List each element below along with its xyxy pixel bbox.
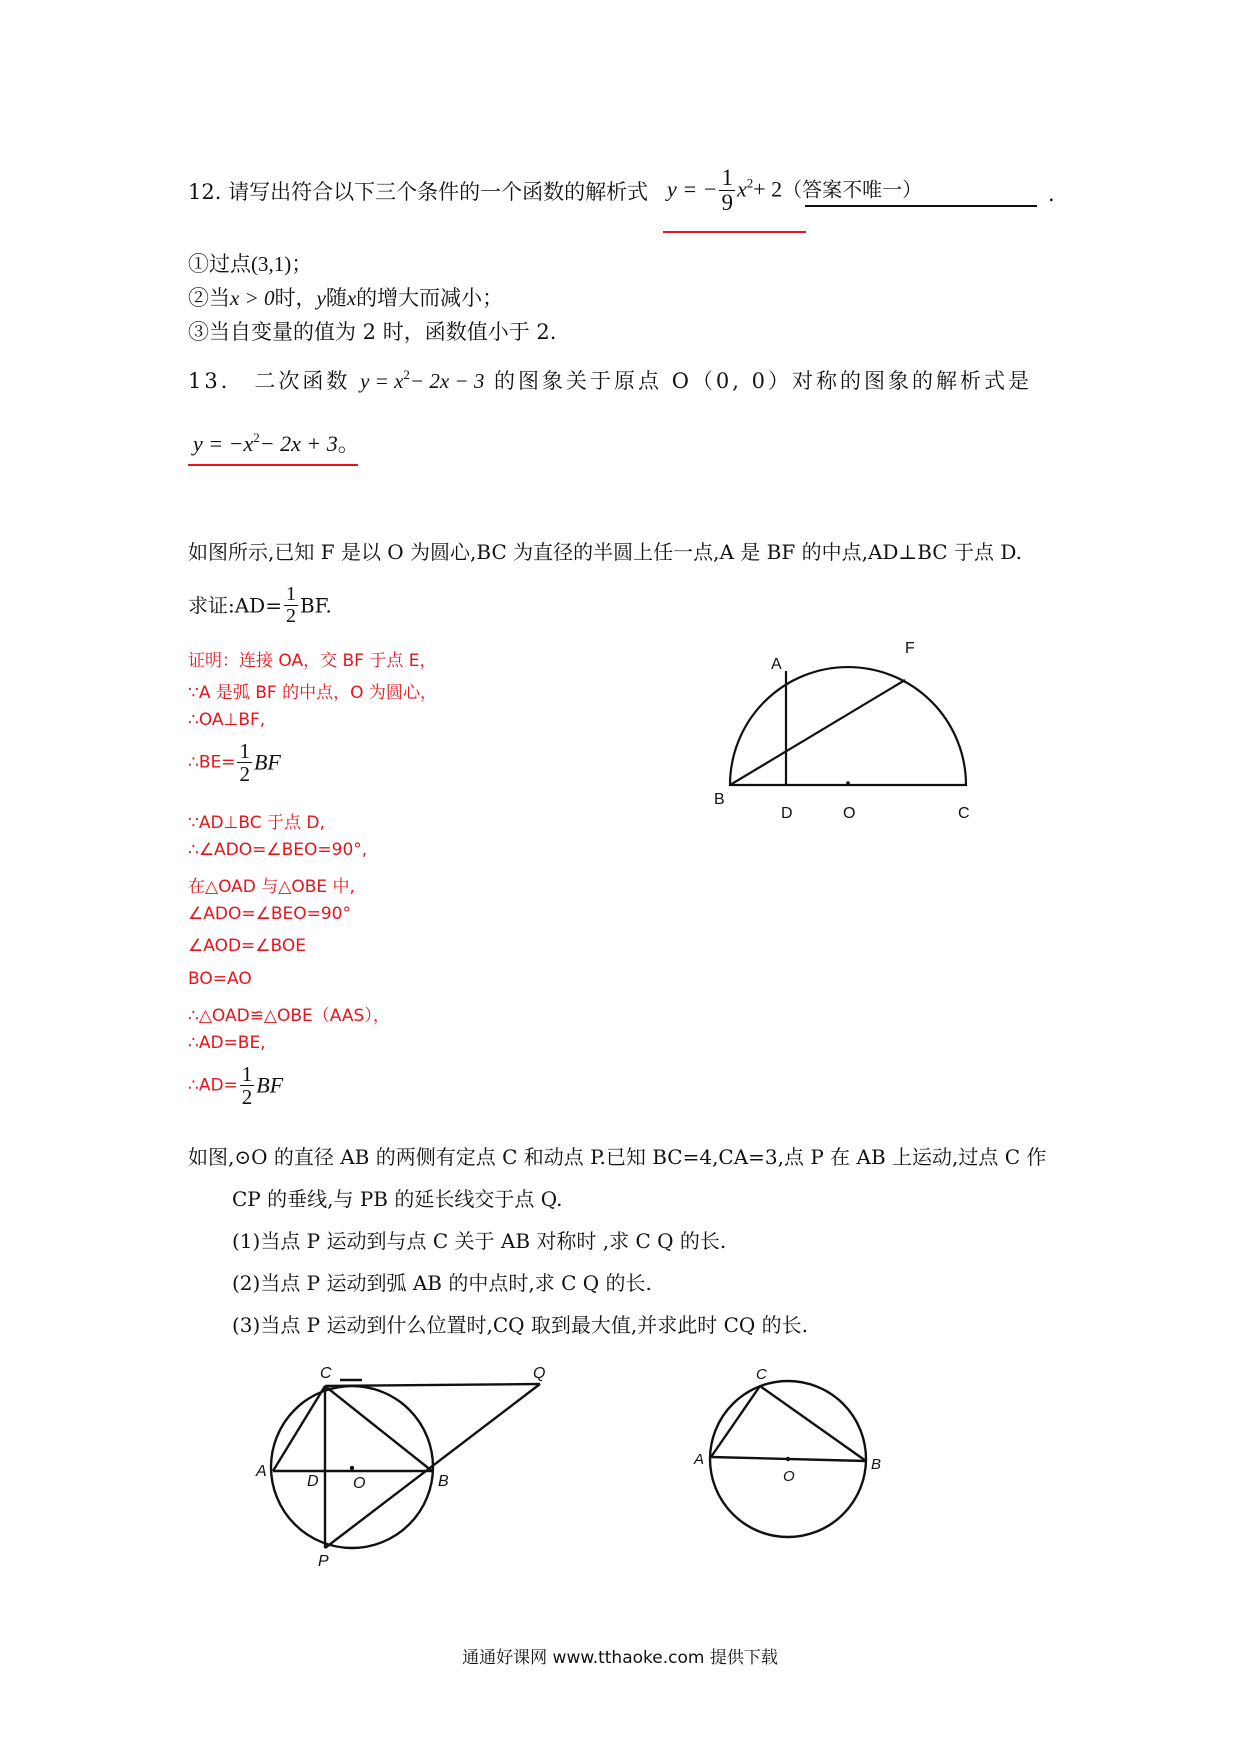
q12-answer-note: （答案不唯一） [782, 177, 923, 202]
proof-line-8: ∠AOD=∠BOE [188, 936, 307, 956]
q12-line [188, 180, 648, 205]
cond2-math2: y [316, 286, 326, 310]
label-a: A [771, 656, 782, 673]
q14-prove-pre: 求证:AD= [188, 593, 282, 618]
fig1-label-q: Q [533, 1365, 546, 1382]
q12-frac-num: 1 [721, 165, 733, 190]
q15-figure-2 [690, 1360, 900, 1540]
q14-prove-fraction [284, 584, 298, 627]
proof-line-5: ∴∠ADO=∠BEO=90°, [188, 840, 368, 860]
proof-line-3: ∴OA⊥BF, [188, 710, 266, 730]
fig2-label-o: O [783, 1468, 795, 1485]
q12-condition-2 [188, 286, 503, 311]
proof-be-num: 1 [239, 739, 250, 763]
fig1-label-c: C [320, 1365, 332, 1382]
q14-prove-post: BF. [299, 593, 332, 618]
label-d: D [781, 805, 793, 820]
q12-condition-3: ③当自变量的值为 2 时，函数值小于 2. [188, 320, 557, 344]
label-c: C [958, 805, 970, 820]
q12-answer-x: x [736, 176, 747, 202]
q13-red-underline [188, 464, 358, 466]
proof-line-7: ∠ADO=∠BEO=90° [188, 904, 351, 924]
fig1-segment-cb [325, 1386, 432, 1471]
label-o: O [843, 805, 856, 820]
page-footer: 通通好课网 www.tthaoke.com 提供下载 [462, 1648, 778, 1668]
q13-answer [193, 431, 360, 458]
proof-line-2: ∵A 是弧 BF 的中点，O 为圆心， [188, 683, 437, 703]
q12-answer-tail: + 2 [753, 176, 783, 202]
fig2-segment-cb [760, 1386, 866, 1461]
q12-answer-fraction [719, 166, 735, 215]
q15-line2: CP 的垂线,与 PB 的延长线交于点 Q. [232, 1187, 563, 1211]
cond1-post: ； [291, 252, 313, 276]
proof-be-pre: ∴BE= [188, 752, 236, 773]
q15-part-1: (1)当点 P 运动到与点 C 关于 AB 对称时 ,求 C Q 的长. [232, 1229, 727, 1253]
fig2-label-c: C [756, 1366, 767, 1383]
fig1-segment-pq [325, 1384, 540, 1548]
q13-answer-tail: − 2x + 3 [259, 431, 338, 456]
proof-line-9: BO=AO [188, 969, 252, 989]
cond1-math: (3,1) [251, 252, 292, 276]
q15-part-3: (3)当点 P 运动到什么位置时,CQ 取到最大值,并求此时 CQ 的长. [232, 1313, 809, 1337]
proof-line-1: 证明：连接 OA，交 BF 于点 E， [188, 651, 437, 671]
cond2-mid: 时， [274, 286, 317, 310]
q12-prompt: 请写出符合以下三个条件的一个函数的解析式 [228, 180, 649, 204]
q13-expr-tail: − 2x − 3 [409, 369, 485, 393]
q13-answer-y: y = −x [193, 431, 254, 456]
proof-ad-den: 2 [241, 1085, 253, 1110]
fig1-label-d: D [307, 1473, 319, 1490]
q13-expr-exp: 2 [403, 367, 410, 382]
cond2-math3: x [346, 286, 357, 310]
proof-line-10: ∴△OAD≌△OBE（AAS）， [188, 1006, 390, 1026]
fig2-center-dot [786, 1457, 790, 1461]
q13-prompt-post: 的图象关于原点 O（0, 0）对称的图象的解析式是 [494, 369, 1032, 393]
fig1-label-a: A [256, 1463, 267, 1480]
q14-prove [188, 584, 332, 627]
q12-answer [667, 166, 922, 215]
proof-be [188, 740, 281, 785]
fig1-label-o: O [353, 1475, 366, 1492]
proof-ad-pre: ∴AD= [188, 1075, 238, 1096]
proof-ad-fraction [240, 1063, 255, 1108]
proof-be-fraction [237, 740, 252, 785]
proof-ad-post: BF [256, 1072, 284, 1098]
q14-semicircle-figure [700, 630, 1000, 820]
q12-answer-lhs: y = − [667, 176, 718, 202]
q13-answer-exp: 2 [253, 430, 260, 445]
proof-be-post: BF [253, 749, 281, 775]
fig2-label-a: A [694, 1451, 705, 1468]
q14-prove-den: 2 [285, 605, 296, 627]
q12-red-underline [663, 231, 806, 233]
proof-line-11: ∴AD=BE, [188, 1033, 266, 1053]
fig1-label-p: P [318, 1553, 329, 1570]
q13-prompt-pre: 二次函数 [254, 369, 351, 393]
cond2-mid2: 随 [325, 286, 347, 310]
proof-ad-num: 1 [241, 1062, 253, 1086]
label-f: F [905, 640, 915, 657]
cond2-math: x > 0 [230, 286, 275, 310]
cond2-pre: ②当 [188, 286, 230, 310]
semicircle-outline [730, 667, 966, 785]
proof-be-den: 2 [239, 762, 250, 787]
q12-condition-1 [188, 252, 312, 277]
q13-answer-end: 。 [337, 432, 360, 457]
q14-statement: 如图所示,已知 F 是以 O 为圆心,BC 为直径的半圆上任一点,A 是 BF 的中点,AD⊥BC 于点 D. [188, 540, 1023, 564]
q13-line [188, 369, 1032, 394]
fig2-label-b: B [871, 1456, 882, 1473]
q12-frac-den: 9 [721, 190, 733, 216]
q13-expr-y: y = x [360, 369, 404, 393]
q12-answer-exp: 2 [746, 175, 754, 191]
label-b: B [714, 791, 725, 808]
proof-line-4: ∵AD⊥BC 于点 D, [188, 813, 325, 833]
fig1-label-b: B [438, 1473, 449, 1490]
fig1-segment-cq [325, 1384, 540, 1386]
q13-number: 13． [188, 369, 245, 393]
q15-figure-1 [250, 1360, 570, 1570]
cond2-post: 的增大而减小； [356, 286, 504, 310]
q15-line1: 如图,⊙O 的直径 AB 的两侧有定点 C 和动点 P.已知 BC=4,CA=3,点 P 在 AB 上运动,过点 C 作 [188, 1145, 1047, 1169]
proof-ad [188, 1063, 283, 1108]
center-o-dot [846, 781, 850, 785]
q12-blank-underline [805, 205, 1037, 207]
q12-number: 12. [188, 180, 222, 204]
segment-bf [730, 680, 905, 785]
cond1-pre: ①过点 [188, 252, 251, 276]
proof-line-6: 在△OAD 与△OBE 中, [188, 877, 355, 897]
fig1-center-dot [350, 1466, 354, 1470]
q14-prove-num: 1 [285, 583, 296, 605]
q12-period: . [1048, 182, 1055, 206]
q15-part-2: (2)当点 P 运动到弧 AB 的中点时,求 C Q 的长. [232, 1271, 652, 1295]
